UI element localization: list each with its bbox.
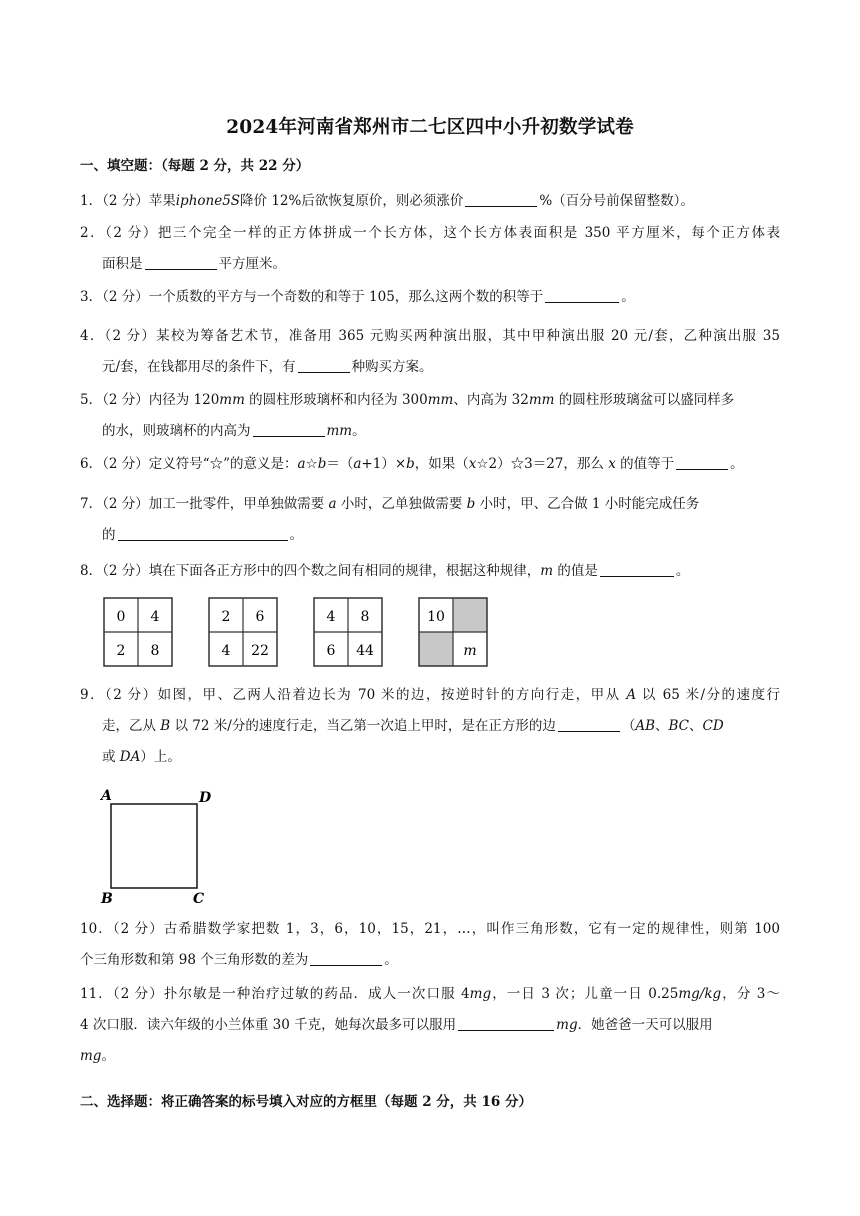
q7-var-a: a (328, 496, 337, 512)
q5-unit: mm (219, 392, 245, 408)
q6-var-a: a (297, 456, 306, 472)
answer-blank-q2[interactable] (145, 255, 217, 270)
q4-text-2: 种购买方案。 (351, 359, 433, 375)
q8-var-m: m (540, 563, 554, 579)
q2-text: 面积是 (102, 256, 143, 272)
q11-text-4: 4 次口服．读六年级的小兰体重 30 千克，她每次最多可以服用 (80, 1017, 457, 1033)
q9-text-6: 或 (102, 749, 120, 765)
grid-cell: m (463, 643, 477, 659)
q3-text: 3．（2 分）一个质数的平方与一个奇数的和等于 105，那么这两个数的积等于 (80, 289, 544, 305)
vertex-label-d: D (199, 790, 212, 806)
answer-blank-q6[interactable] (676, 455, 728, 470)
q9-edge-bc: BC (668, 718, 690, 734)
q5-text-5: 的水，则玻璃杯的内高为 (102, 423, 251, 439)
q9-point-b: B (160, 718, 171, 734)
q7-text-2: 小时，乙单独做需要 (336, 496, 467, 512)
answer-blank-q8[interactable] (600, 562, 674, 577)
question-10 (80, 914, 780, 976)
q6-text: 6．（2 分）定义符号“☆”的意义是： (80, 456, 298, 472)
grid-cell: 2 (221, 609, 231, 625)
q9-text-3: 走，乙从 (102, 718, 161, 734)
q6-text-2: ＝（ (326, 456, 354, 472)
q9-sep-2: 、 (689, 718, 703, 734)
q6-text-3: +1）× (361, 456, 407, 472)
q5-text-6: 。 (352, 423, 366, 439)
q5-text-2: 的圆柱形玻璃杯和内径为 300 (244, 392, 428, 408)
answer-blank-q1[interactable] (465, 192, 537, 207)
q1-text: 1．（2 分）苹果 (80, 193, 176, 209)
q6-var-x: x (468, 456, 477, 472)
question-11 (80, 979, 780, 1072)
q9-point-a: A (626, 687, 637, 703)
vertex-label-c: C (193, 891, 205, 906)
q11-unit-2: mg/kg (678, 986, 722, 1002)
answer-blank-q5[interactable] (253, 422, 325, 437)
grid-cell: 8 (360, 609, 370, 625)
q6-var-a-2: a (353, 456, 362, 472)
q1-text-3: %（百分号前保留整数）。 (539, 193, 694, 209)
q5-text-3: 、内高为 32 (453, 392, 529, 408)
q3-text-2: 。 (621, 289, 635, 305)
vertex-label-b: B (101, 891, 113, 906)
q5-unit-3: mm (528, 392, 555, 408)
q9-edge-da: DA (119, 749, 141, 765)
q6-var-b: b (317, 456, 327, 472)
grid-cell: 44 (356, 643, 374, 659)
grid-cell: 22 (251, 643, 269, 659)
q8-text: 8．（2 分）填在下面各正方形中的四个数之间有相同的规律，根据这种规律， (80, 563, 541, 579)
number-grid-unknown (418, 597, 488, 667)
question-5 (80, 385, 780, 447)
q4-line-1: 4．（2 分）某校为筹备艺术节，准备用 365 元购买两种演出服，其中甲种演出服 20 元/套，乙种演出服 35 (80, 328, 780, 344)
q7-text-3: 小时，甲、乙合做 1 小时能完成任务 (475, 496, 700, 512)
q5-text-4: 的圆柱形玻璃盆可以盛同样多 (554, 392, 735, 408)
q8-text-3: 。 (675, 563, 690, 579)
q9-sep: 、 (655, 718, 669, 734)
section-heading-choice: 二、选择题：将正确答案的标号填入对应的方框里（每题 2 分，共 16 分） (80, 1094, 532, 1110)
question-4 (80, 321, 780, 383)
q6-text-7: 。 (730, 456, 744, 472)
q6-text-5: ☆2）☆3＝27，那么 (476, 456, 609, 472)
q6-star: ☆ (305, 456, 318, 472)
grid-cell: 8 (150, 643, 160, 659)
answer-blank-q10[interactable] (310, 951, 382, 966)
q2-line-1: 2．（2 分）把三个完全一样的正方体拼成一个长方体，这个长方体表面积是 350 平方厘米，每个正方体表 (80, 225, 780, 241)
q11-text-6: 。 (101, 1048, 115, 1064)
q6-var-x-2: x (608, 456, 616, 472)
number-grids-figure (103, 597, 503, 667)
answer-blank-q3[interactable] (545, 288, 619, 303)
grid-cell: 4 (221, 643, 231, 659)
q5-text: 5．（2 分）内径为 120 (80, 392, 220, 408)
q9-edge-cd: CD (702, 718, 724, 734)
q11-unit: mg (469, 986, 492, 1002)
question-3 (80, 282, 780, 313)
q10-text: 个三角形数和第 98 个三角形数的差为 (80, 952, 309, 968)
q6-var-b-2: b (406, 456, 415, 472)
grid-cell: 6 (255, 609, 265, 625)
q11-text-2: ，一日 3 次；儿童一日 0.25 (491, 986, 679, 1002)
q10-text-2: 。 (384, 952, 398, 968)
q9-text-7: ）上。 (140, 749, 181, 765)
question-6 (80, 449, 780, 480)
answer-blank-q9[interactable] (558, 717, 620, 732)
grid-cell: 4 (326, 609, 336, 625)
q7-var-b: b (466, 496, 476, 512)
page-title: 2024年河南省郑州市二七区四中小升初数学试卷 (226, 117, 634, 138)
answer-blank-q4[interactable] (298, 358, 350, 373)
grid-cell: 2 (116, 643, 126, 659)
q11-text: 11．（2 分）扑尔敏是一种治疗过敏的药品．成人一次口服 4 (80, 986, 470, 1002)
q5-unit-2: mm (427, 392, 454, 408)
vertex-label-a: A (101, 788, 112, 804)
grid-cell: 0 (116, 609, 126, 625)
grid-cell: 4 (150, 609, 160, 625)
q6-text-4: ，如果（ (414, 456, 469, 472)
q6-text-6: 的值等于 (615, 456, 675, 472)
q11-text-3: ，分 3～ (721, 986, 780, 1002)
q4-text: 元/套，在钱都用尽的条件下，有 (102, 359, 296, 375)
question-2 (80, 218, 780, 280)
q8-text-2: 的值是 (553, 563, 598, 579)
number-grid (103, 597, 173, 667)
q1-text-2: 降价 12%后欲恢复原价，则必须涨价 (240, 193, 464, 209)
q9-edge-ab: AB (635, 718, 655, 734)
question-7 (80, 489, 780, 551)
q5-unit-4: mm (326, 423, 353, 439)
q11-text-5: ．她爸爸一天可以服用 (577, 1017, 713, 1033)
q9-text-2: 以 65 米/分的速度行 (636, 687, 780, 703)
number-grid (208, 597, 278, 667)
q11-unit-4: mg (80, 1048, 102, 1064)
answer-blank-q7[interactable] (118, 526, 288, 541)
q9-text-5: （ (621, 718, 636, 734)
question-8 (80, 556, 780, 587)
q9-text: 9．（2 分）如图，甲、乙两人沿着边长为 70 米的边，按逆时针的方向行走，甲从 (80, 687, 627, 703)
q2-text-2: 平方厘米。 (218, 256, 286, 272)
q1-product: iphone5S (175, 193, 241, 209)
square-abcd-figure (100, 786, 220, 906)
number-grid (313, 597, 383, 667)
answer-blank-q11[interactable] (458, 1016, 554, 1031)
q7-text-4: 的 (102, 527, 116, 543)
grid-cell: 6 (326, 643, 336, 659)
question-9 (80, 680, 780, 773)
question-1 (80, 186, 780, 217)
q10-line-1: 10．（2 分）古希腊数学家把数 1，3，6，10，15，21，…，叫作三角形数，它有一定的规律性，则第 100 (80, 921, 780, 937)
q7-text-5: 。 (289, 527, 303, 543)
q11-unit-3: mg (556, 1017, 578, 1033)
q9-text-4: 以 72 米/分的速度行走，当乙第一次追上甲时，是在正方形的边 (170, 718, 556, 734)
q7-text: 7．（2 分）加工一批零件，甲单独做需要 (80, 496, 329, 512)
grid-cell: 10 (427, 609, 445, 625)
section-heading-fill-in: 一、填空题：（每题 2 分，共 22 分） (80, 158, 310, 174)
